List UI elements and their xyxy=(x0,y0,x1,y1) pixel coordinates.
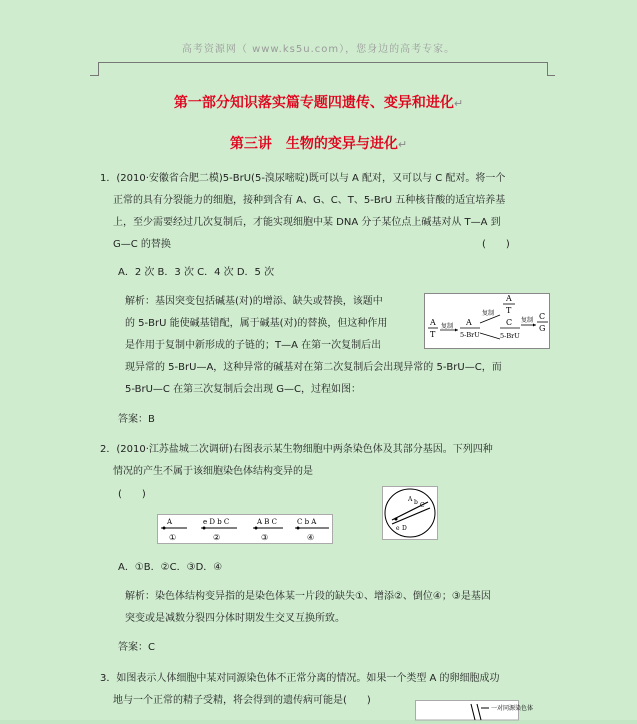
q2-answer: 答案：C xyxy=(118,642,155,653)
chrom-2-num: ② xyxy=(213,533,221,542)
q2-analysis-1: 解析：染色体结构变异指的是染色体某一片段的缺失①、增添②、倒位④；③是基因 xyxy=(125,591,491,602)
fig1-label-c2: C xyxy=(539,312,546,321)
fig1-label-a3: A xyxy=(506,294,512,303)
q3-line-2: 地与一个正常的精子受精，将会得到的遗传病可能是( ) xyxy=(113,695,371,706)
header-corner-right-tick xyxy=(547,75,555,76)
q1-analysis-5: 5-BrU—C 在第三次复制后会出现 G—C，过程如图： xyxy=(125,384,361,395)
chrom-2-genes: e D b C xyxy=(203,518,230,526)
fig1-label-a2: A xyxy=(466,318,472,327)
page-header: 高考资源网（ www.ks5u.com），您身边的高考专家。 xyxy=(181,44,456,55)
q2-blank: ( ) xyxy=(118,489,146,500)
cell-gene-b: b xyxy=(414,499,418,506)
q1-line-3: 上，至少需要经过几次复制后，才能实现细胞中某 DNA 分子某位点上碱基对从 T—A 到 xyxy=(113,217,501,228)
chrom-3-genes: A B C xyxy=(257,518,278,526)
chrom-3-num: ③ xyxy=(261,533,269,542)
chrom-1-num: ① xyxy=(169,533,177,542)
q1-options: A．2 次 B．3 次 C．4 次 D．5 次 xyxy=(118,267,275,278)
q3-line-1: 3．如图表示人体细胞中某对同源染色体不正常分离的情况。如果一个类型 A 的卵细胞成功 xyxy=(100,673,500,684)
q1-line-2: 正常的具有分裂能力的细胞，接种到含有 A、G、C、T、5-BrU 五种核苷酸的适宜培养基 xyxy=(113,195,506,206)
header-corner-left xyxy=(98,62,99,76)
fig1-label-rep3: 复制 xyxy=(521,317,534,324)
header-rule xyxy=(98,62,548,63)
fig1-label-t1: T xyxy=(430,330,436,339)
q1-analysis-2: 的 5-BrU 能使碱基错配，属于碱基(对)的替换，但这种作用 xyxy=(125,318,388,329)
q2-line-1: 2．(2010·江苏盐城二次调研)右图表示某生物细胞中两条染色体及其部分基因。下列四种 xyxy=(100,444,493,455)
fig1-label-rep2: 复制 xyxy=(482,310,495,317)
chrom-4-genes: C b A xyxy=(297,518,317,526)
fig1-label-a1: A xyxy=(430,318,436,327)
q1-analysis-4: 现异常的 5-BrU—A，这种异常的碱基对在第二次复制后会出现异常的 5-BrU—C，而 xyxy=(125,362,502,373)
q3-figure-label: 一对同源染色体 xyxy=(491,705,534,712)
homologous-pair-figure xyxy=(415,700,534,720)
cell-chromosome-figure xyxy=(382,486,438,540)
header-corner-left-tick xyxy=(90,75,98,76)
fig1-label-bru1: 5-BrU xyxy=(460,331,480,339)
fig1-label-t2: T xyxy=(506,306,512,315)
cell-gene-c: C xyxy=(420,502,425,509)
q1-answer: 答案：B xyxy=(118,414,155,425)
header-corner-right xyxy=(547,62,548,76)
cell-gene-a: A xyxy=(408,496,413,503)
fig1-label-bru2: 5-BrU xyxy=(500,332,520,340)
q1-line-1: 1．(2010·安徽省合肥二模)5-BrU(5-溴尿嘧啶)既可以与 A 配对，又可以与 C 配对。将一个 xyxy=(100,173,506,184)
q1-analysis-1: 解析：基因突变包括碱基(对)的增添、缺失或替换，该题中 xyxy=(125,296,383,307)
fig1-label-g: G xyxy=(539,324,546,333)
replication-diagram xyxy=(424,293,550,349)
fig1-label-rep1: 复制 xyxy=(441,323,454,330)
chrom-1-genes: A xyxy=(167,518,173,526)
cell-gene-d: D xyxy=(402,525,407,532)
q2-options: A．①B．②C．③D．④ xyxy=(118,562,223,573)
q1-line-4: G—C 的替换 xyxy=(113,239,171,250)
q1-blank: ( ) xyxy=(482,239,510,250)
cell-gene-e: e xyxy=(396,525,400,532)
chromosome-variants-figure xyxy=(157,514,333,544)
fig1-label-c1: C xyxy=(506,318,513,327)
q2-analysis-2: 突变或是减数分裂四分体时期发生交叉互换所致。 xyxy=(125,613,345,624)
lecture-title: 第三讲 生物的变异与进化↵ xyxy=(229,136,408,152)
chrom-4-num: ④ xyxy=(307,533,315,542)
part-title: 第一部分知识落实篇专题四遗传、变异和进化↵ xyxy=(173,95,464,111)
q1-analysis-3: 是作用于复制中新形成的子链的；T—A 在第一次复制后出 xyxy=(125,340,382,351)
q2-line-2: 情况的产生不属于该细胞染色体结构变异的是 xyxy=(113,466,313,477)
